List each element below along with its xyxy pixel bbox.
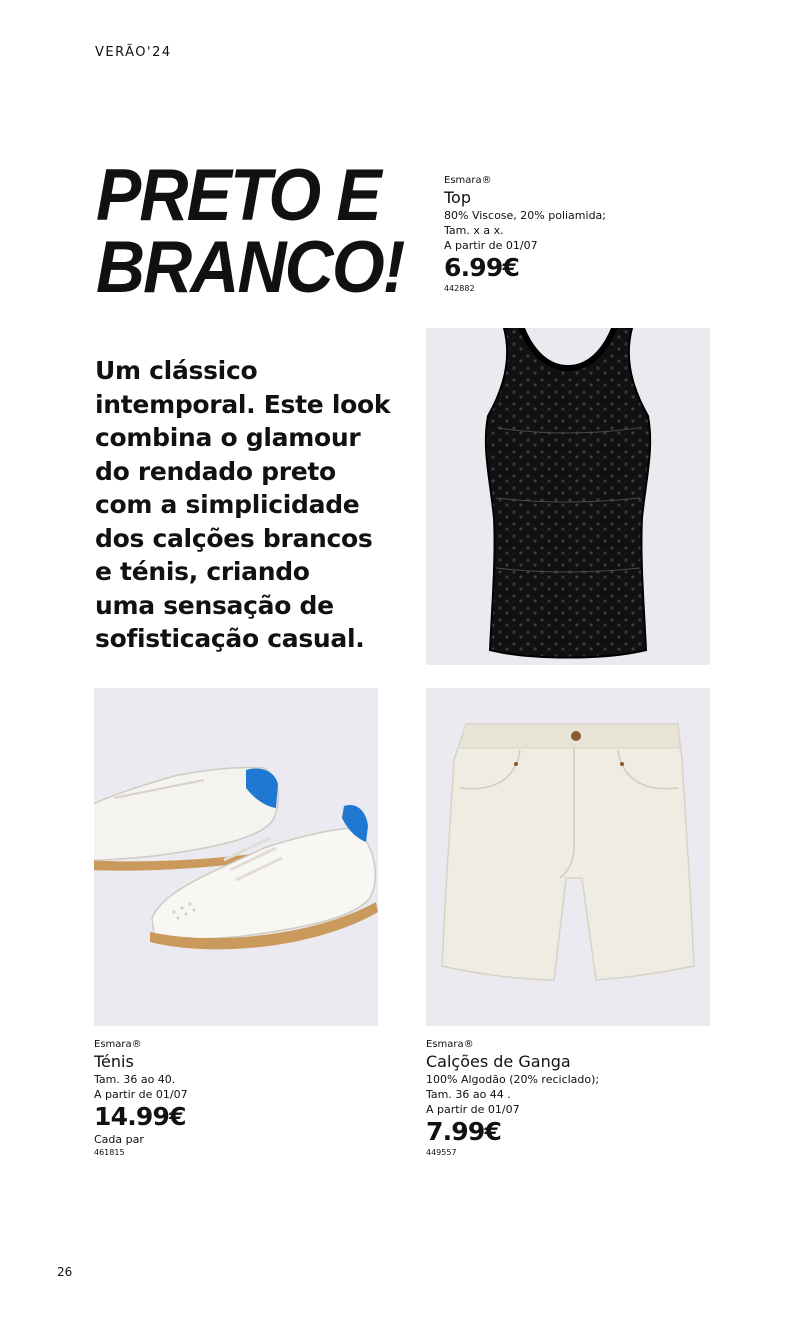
intro-line: combina o glamour: [95, 423, 361, 452]
product-brand: Esmara®: [426, 1039, 474, 1050]
page-headline: [96, 155, 404, 308]
headline-line-2: BRANCO!: [96, 227, 404, 308]
product-detail: Tam. 36 ao 40.: [94, 1073, 176, 1086]
black-lace-tank-top-image: [426, 328, 710, 665]
shorts-image-panel: [426, 688, 710, 1026]
white-sneakers-image: [94, 688, 378, 1026]
product-unit: Cada par: [94, 1133, 144, 1146]
top-image-panel: [426, 328, 710, 665]
white-denim-shorts-image: [426, 688, 710, 1026]
intro-line: uma sensação de: [95, 590, 334, 620]
top-product-info: [444, 174, 606, 294]
product-detail: 100% Algodão (20% reciclado);: [426, 1073, 600, 1086]
product-brand: Esmara®: [444, 175, 492, 186]
product-price: 7.99€: [426, 1117, 502, 1146]
product-detail: A partir de 01/07: [94, 1088, 188, 1101]
product-code: 442882: [444, 284, 475, 293]
product-price: 14.99€: [94, 1102, 186, 1131]
intro-text: [95, 354, 405, 656]
product-brand: Esmara®: [94, 1039, 142, 1050]
sneakers-image-panel: [94, 688, 378, 1026]
page-number: 26: [57, 1265, 73, 1279]
product-detail: 80% Viscose, 20% poliamida;: [444, 209, 606, 222]
headline-line-1: PRETO E: [96, 155, 380, 236]
product-name: Top: [444, 188, 471, 207]
product-name: Calções de Ganga: [426, 1052, 571, 1071]
product-price: 6.99€: [444, 253, 520, 282]
product-code: 449557: [426, 1148, 457, 1157]
intro-line: dos calções brancos: [95, 523, 373, 553]
product-detail: Tam. x a x.: [444, 224, 504, 237]
product-detail: Tam. 36 ao 44 .: [426, 1088, 511, 1101]
intro-line: e ténis, criando: [95, 557, 310, 586]
intro-line: do rendado preto: [95, 456, 336, 486]
product-detail: A partir de 01/07: [444, 239, 538, 252]
intro-line: intemporal. Este look: [95, 389, 391, 419]
product-detail: A partir de 01/07: [426, 1103, 520, 1116]
product-name: Ténis: [94, 1052, 134, 1071]
sneakers-product-info: [94, 1038, 188, 1158]
section-kicker: VERÃO'24: [95, 45, 172, 60]
intro-line: Um clássico: [95, 356, 258, 385]
intro-line: sofisticação casual.: [95, 624, 365, 653]
product-code: 461815: [94, 1148, 125, 1157]
shorts-product-info: [426, 1038, 599, 1158]
intro-line: com a simplicidade: [95, 490, 360, 519]
